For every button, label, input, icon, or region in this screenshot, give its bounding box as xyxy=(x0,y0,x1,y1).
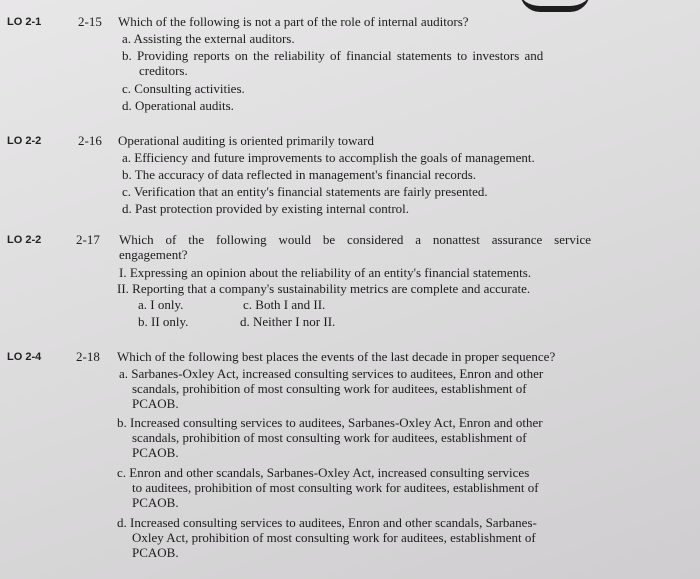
question-stem-line-2: engagement? xyxy=(119,247,188,262)
choice-b: b. II only. xyxy=(138,314,189,329)
option-a-continued-1: scandals, prohibition of most consulting work for auditees, establishment of xyxy=(132,381,527,396)
option-d-continued-1: Oxley Act, prohibition of most consulting work for auditees, establishment of xyxy=(132,530,536,545)
option-c: c. Enron and other scandals, Sarbanes-Oxley Act, increased consulting services xyxy=(117,465,530,480)
question-number: 2-15 xyxy=(78,14,102,29)
option-b-continued: creditors. xyxy=(139,63,188,78)
question-stem-line-1: Which of the following would be considered a nonattest assurance service xyxy=(119,232,591,247)
option-b-continued-1: scandals, prohibition of most consulting work for auditees, establishment of xyxy=(132,430,527,445)
question-stem: Which of the following is not a part of the role of internal auditors? xyxy=(118,14,469,29)
option-a: a. Sarbanes-Oxley Act, increased consulting services to auditees, Enron and other xyxy=(119,366,544,381)
question-number: 2-17 xyxy=(76,232,100,247)
option-a: a. Efficiency and future improvements to accomplish the goals of management. xyxy=(122,150,535,165)
question-number: 2-18 xyxy=(76,349,100,364)
item-ii: II. Reporting that a company's sustainability metrics are complete and accurate. xyxy=(117,281,531,296)
option-c-continued-2: PCAOB. xyxy=(132,495,179,510)
option-d: d. Past protection provided by existing internal control. xyxy=(122,201,410,216)
option-d: d. Operational audits. xyxy=(122,98,234,113)
question-stem: Operational auditing is oriented primarily toward xyxy=(118,133,374,148)
option-b: b. The accuracy of data reflected in management's financial records. xyxy=(122,167,477,182)
option-d-continued-2: PCAOB. xyxy=(132,545,179,560)
choice-d: d. Neither I nor II. xyxy=(240,314,336,329)
learning-objective-label: LO 2-2 xyxy=(7,234,42,246)
learning-objective-label: LO 2-1 xyxy=(7,16,42,28)
question-stem: Which of the following best places the events of the last decade in proper sequence? xyxy=(117,349,556,364)
option-a-continued-2: PCAOB. xyxy=(132,396,179,411)
logo-fragment xyxy=(520,0,590,12)
option-b-continued-2: PCAOB. xyxy=(132,445,179,460)
option-c: c. Consulting activities. xyxy=(122,81,245,96)
option-a: a. Assisting the external auditors. xyxy=(122,31,295,46)
choice-c: c. Both I and II. xyxy=(243,297,326,312)
choice-a: a. I only. xyxy=(138,297,184,312)
option-c-continued-1: to auditees, prohibition of most consulting work for auditees, establishment of xyxy=(132,480,539,495)
learning-objective-label: LO 2-4 xyxy=(7,351,42,363)
option-c: c. Verification that an entity's financial statements are fairly presented. xyxy=(122,184,488,199)
option-d: d. Increased consulting services to auditees, Enron and other scandals, Sarbanes- xyxy=(117,515,537,530)
learning-objective-label: LO 2-2 xyxy=(7,135,42,147)
option-b: b. Increased consulting services to auditees, Sarbanes-Oxley Act, Enron and other xyxy=(117,415,543,430)
option-b: b. Providing reports on the reliability of financial statements to investors and xyxy=(122,48,544,63)
question-number: 2-16 xyxy=(78,133,102,148)
item-i: I. Expressing an opinion about the reliability of an entity's financial statements. xyxy=(119,265,532,280)
